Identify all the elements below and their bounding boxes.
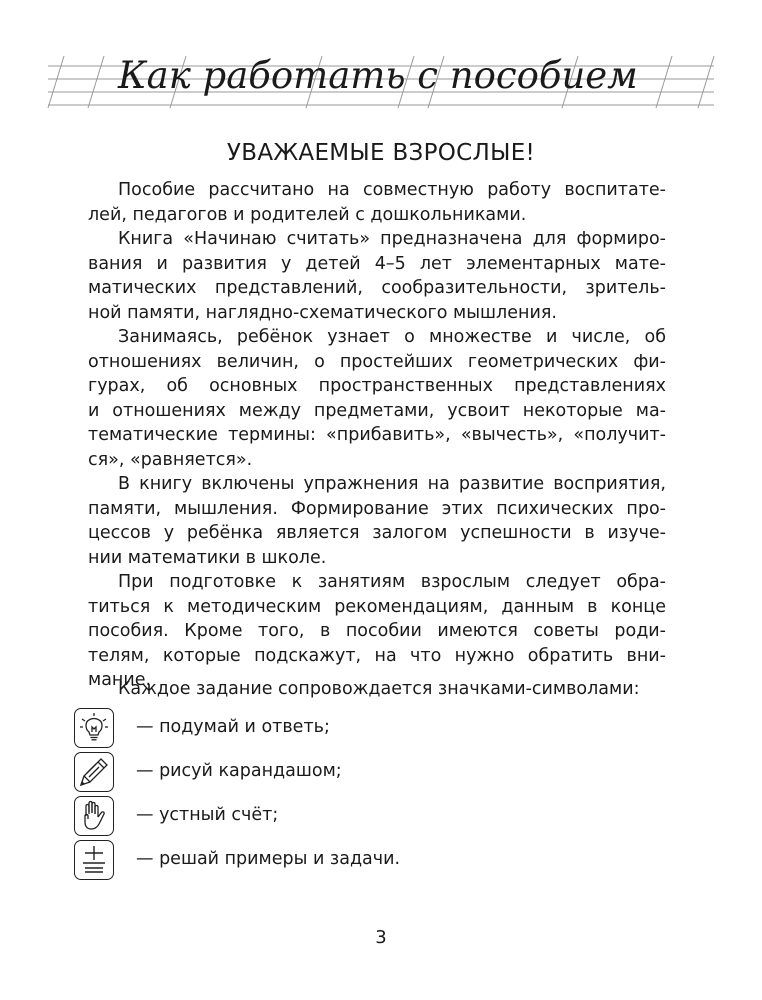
- paragraph: [88, 570, 666, 693]
- paragraph-line: пособия. Кроме того, в пособии имеются советы роди-: [88, 621, 666, 641]
- counting-hand-icon: [74, 796, 114, 836]
- paragraph-line: нии математики в школе.: [88, 547, 327, 568]
- paragraph-line: цессов у ребёнка является залогом успешности в изуче-: [88, 523, 666, 543]
- paragraph-line: Пособие рассчитано на совместную работу воспитате-: [118, 180, 666, 200]
- paragraph-line: телям, которые подскажут, на что нужно обратить вни-: [88, 645, 666, 666]
- paragraph-line: Занимаясь, ребёнок узнает о множестве и числе, об: [118, 327, 666, 347]
- paragraph-line: ной памяти, наглядно-схематического мышления.: [88, 302, 557, 323]
- symbol-legend: [74, 708, 574, 884]
- paragraph: [88, 472, 666, 570]
- paragraph-line: матических представлений, сообразительности, зритель-: [88, 278, 666, 298]
- paragraph: [88, 325, 666, 472]
- legend-item-solve: [74, 840, 574, 881]
- paragraph-line: В книгу включены упражнения на развитие восприятия,: [118, 474, 666, 494]
- paragraph-line: памяти, мышления. Формирование этих психических про-: [88, 498, 666, 519]
- paragraph-line: гурах, об основных пространственных представлениях: [88, 376, 666, 396]
- body-text: [88, 178, 666, 693]
- legend-intro: Каждое задание сопровождается значками-символами:: [118, 679, 640, 699]
- legend-item-text: — рисуй карандашом;: [136, 761, 342, 781]
- paragraph-line: отношениях величин, о простейших геометрических фи-: [88, 351, 666, 372]
- legend-item-text: — устный счёт;: [136, 805, 279, 825]
- section-heading: УВАЖАЕМЫЕ ВЗРОСЛЫЕ!: [226, 140, 536, 166]
- paragraph-line: и отношениях между предметами, усвоит некоторые ма-: [88, 400, 666, 421]
- legend-item-draw: [74, 752, 574, 793]
- paragraph-line: При подготовке к занятиям взрослым следует обра-: [118, 572, 666, 592]
- plus-minus-icon: [74, 840, 114, 880]
- page-number: 3: [375, 927, 387, 948]
- page-title: Как работать с пособием: [118, 54, 638, 97]
- pencil-icon: [74, 752, 114, 792]
- legend-item-count: [74, 796, 574, 837]
- paragraph-line: ся», «равняется».: [88, 449, 253, 470]
- paragraph-line: тематические термины: «прибавить», «вычесть», «получит-: [88, 425, 666, 445]
- paragraph-line: вания и развития у детей 4–5 лет элементарных мате-: [88, 253, 666, 274]
- paragraph-line: Книга «Начинаю считать» предназначена для формиро-: [118, 229, 666, 249]
- paragraph: [88, 178, 666, 227]
- paragraph-line: титься к методическим рекомендациям, данным в конце: [88, 596, 666, 617]
- legend-item-text: — подумай и ответь;: [136, 717, 330, 737]
- paragraph-line: лей, педагогов и родителей с дошкольниками.: [88, 204, 527, 225]
- paragraph: [88, 227, 666, 325]
- legend-item-text: — решай примеры и задачи.: [136, 849, 401, 869]
- page-header: [0, 54, 762, 110]
- legend-item-think: [74, 708, 574, 749]
- lightbulb-icon: [74, 708, 114, 748]
- paragraph-line: мание.: [88, 670, 152, 690]
